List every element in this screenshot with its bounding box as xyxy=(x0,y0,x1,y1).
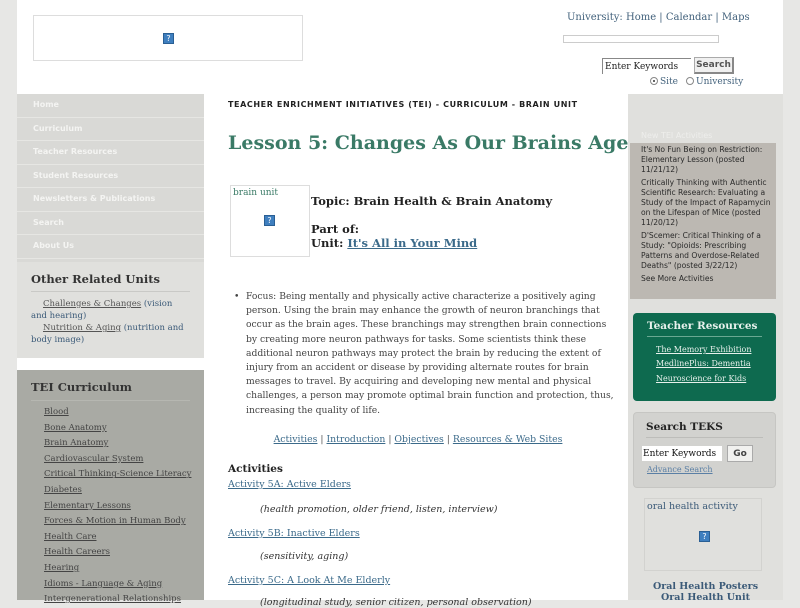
nav-item-curriculum[interactable]: Curriculum xyxy=(17,118,204,142)
related-unit-link[interactable]: Challenges & Changes xyxy=(43,299,142,309)
university-home-link[interactable]: Home xyxy=(625,12,657,23)
curriculum-link-blood[interactable]: Blood xyxy=(44,407,69,417)
related-units-title: Other Related Units xyxy=(31,272,190,292)
university-calendar-link[interactable]: Calendar xyxy=(665,12,713,23)
related-unit-item: Nutrition & Aging (nutrition and body image) xyxy=(31,323,184,345)
site-logo[interactable] xyxy=(33,15,303,61)
site-search-input[interactable] xyxy=(602,58,691,74)
part-of-unit: Part of: Unit: It's All in Your Mind xyxy=(311,222,478,250)
scope-university-radio[interactable]: University xyxy=(686,77,743,87)
curriculum-link-health-careers[interactable]: Health Careers xyxy=(44,547,110,558)
tei-curriculum-title: TEI Curriculum xyxy=(31,380,190,401)
broken-image-icon: ? xyxy=(264,215,275,226)
search-scope xyxy=(650,77,743,87)
page-title: Lesson 5: Changes As Our Brains Age xyxy=(228,132,629,154)
oral-health-image[interactable] xyxy=(644,498,762,571)
nav-item-newsletters[interactable]: Newsletters & Publications xyxy=(17,188,204,212)
main-content xyxy=(212,94,629,608)
tei-activity-link[interactable]: D'Scemer: Critical Thinking of a Study: "Opioids: Prescribing Patterns and Overdose-Related Deaths" (posted 3/22/12) xyxy=(641,231,761,270)
topic-heading: Topic: Brain Health & Brain Anatomy xyxy=(311,194,553,208)
subnav-objectives[interactable]: Objectives xyxy=(394,434,444,445)
activity-item xyxy=(228,479,351,490)
broken-image-icon: ? xyxy=(163,33,174,44)
curriculum-link-elementary[interactable]: Elementary Lessons xyxy=(44,500,131,511)
related-unit-item: Challenges & Changes (vision and hearing) xyxy=(31,299,173,321)
university-label: University: xyxy=(567,12,623,23)
nav-item-about-us[interactable]: About Us xyxy=(17,235,204,259)
tei-activity-link[interactable]: It's No Fun Being on Restriction: Elementary Lesson (posted 11/21/12) xyxy=(641,145,763,174)
nav-item-search[interactable]: Search xyxy=(17,212,204,236)
nav-item-home[interactable]: Home xyxy=(17,94,204,118)
tei-curriculum xyxy=(17,370,204,605)
curriculum-link-hearing[interactable]: Hearing xyxy=(44,562,80,573)
curriculum-link-idioms[interactable]: Idioms - Language & Aging xyxy=(44,578,163,589)
curriculum-link-diabetes[interactable]: Diabetes xyxy=(44,484,82,495)
curriculum-link-critical-thinking[interactable]: Critical Thinking-Science Literacy xyxy=(44,469,192,480)
tei-activity-link[interactable]: Critically Thinking with Authentic Scientific Research: Evaluating a Study of the Impact of Rapamycin on the Lifespan of Mice (posted 11/20/12) xyxy=(641,178,771,227)
teacher-resources-title: Teacher Resources xyxy=(647,320,762,337)
broken-image-icon: ? xyxy=(699,531,710,542)
image-alt-text: oral health activity xyxy=(647,501,738,512)
activity-5c-link[interactable]: Activity 5C: A Look At Me Elderly xyxy=(228,575,391,586)
radio-selected-icon xyxy=(650,77,658,85)
new-tei-activities xyxy=(630,128,776,299)
curriculum-link-health-care[interactable]: Health Care xyxy=(44,531,97,542)
resource-medlineplus[interactable]: MedlinePlus: Dementia xyxy=(656,359,751,369)
oral-health-posters-link[interactable]: Oral Health Posters xyxy=(652,581,759,592)
university-links: University: Home | Calendar | Maps xyxy=(567,12,750,23)
nav-item-teacher-resources[interactable]: Teacher Resources xyxy=(17,141,204,165)
activity-item xyxy=(228,575,390,586)
activities-heading: Activities xyxy=(228,463,283,475)
radio-unselected-icon xyxy=(686,77,694,85)
curriculum-link-brain-anatomy[interactable]: Brain Anatomy xyxy=(44,438,109,449)
resource-memory-exhibition[interactable]: The Memory Exhibition xyxy=(656,345,752,354)
oral-health-unit-link[interactable]: Oral Health Unit xyxy=(661,592,750,603)
header-bar xyxy=(563,35,719,43)
curriculum-link-cardiovascular[interactable]: Cardiovascular System xyxy=(44,453,144,464)
site-search-button[interactable]: Search xyxy=(694,57,734,74)
curriculum-link-forces-motion[interactable]: Forces & Motion in Human Body xyxy=(44,516,186,527)
oral-health-links xyxy=(628,581,783,603)
search-teks-title: Search TEKS xyxy=(646,421,763,438)
search-teks-box xyxy=(633,412,776,488)
activity-description: (longitudinal study, senior citizen, personal observation) xyxy=(260,597,532,608)
left-navigation xyxy=(17,94,204,271)
advance-search-link[interactable]: Advance Search xyxy=(647,465,713,474)
lesson-subnav: Activities | Introduction | Objectives | Resources & Web Sites xyxy=(273,434,563,445)
nav-item-student-resources[interactable]: Student Resources xyxy=(17,165,204,189)
resource-neuroscience-kids[interactable]: Neuroscience for Kids xyxy=(656,373,747,383)
see-more-activities-link[interactable]: See More Activities xyxy=(641,274,714,283)
subnav-resources[interactable]: Resources & Web Sites xyxy=(452,434,563,445)
related-unit-link[interactable]: Nutrition & Aging xyxy=(43,323,122,333)
curriculum-link-bone-anatomy[interactable]: Bone Anatomy xyxy=(44,422,107,433)
activity-5b-link[interactable]: Activity 5B: Inactive Elders xyxy=(228,528,360,539)
subnav-activities[interactable]: Activities xyxy=(273,434,318,445)
brain-unit-image[interactable] xyxy=(230,185,310,257)
other-related-units xyxy=(17,262,204,358)
scope-site-radio[interactable]: Site xyxy=(650,77,678,87)
teks-go-button[interactable]: Go xyxy=(727,445,753,462)
bullet-icon: • xyxy=(234,291,240,302)
breadcrumb: TEACHER ENRICHMENT INITIATIVES (TEI) - CURRICULUM - BRAIN UNIT xyxy=(228,100,578,109)
activity-description: (sensitivity, aging) xyxy=(260,551,349,562)
image-alt-text: brain unit xyxy=(233,188,279,198)
activity-item xyxy=(228,528,360,539)
teacher-resources-box xyxy=(633,313,776,401)
teks-search-input[interactable] xyxy=(642,446,722,461)
university-maps-link[interactable]: Maps xyxy=(721,12,750,23)
curriculum-link-intergenerational[interactable]: Intergenerational Relationships xyxy=(44,594,181,605)
focus-paragraph: • Focus: Being mentally and physically active characterize a positively aging person. Using the brain may enhance the growth of neuron branchings that occur as the brain ages. These branchings may strengthen brain connections by creating more neuron pathways for tasks. Some scientists think these additional neuron pathways may protect the brain by reducing the extent of injury from an accident or disease by providing alternate routes for brain messages to travel. By acquiring and developing new mental and physical challenges, a person may promote optimal brain function and protection, thus, increasing the quality of life. xyxy=(234,291,614,416)
unit-link[interactable]: It's All in Your Mind xyxy=(347,236,478,250)
curriculum-list xyxy=(31,405,190,608)
activity-description: (health promotion, older friend, listen, interview) xyxy=(260,504,498,515)
new-tei-title: New TEI Activities xyxy=(641,131,713,140)
subnav-introduction[interactable]: Introduction xyxy=(326,434,386,445)
activity-5a-link[interactable]: Activity 5A: Active Elders xyxy=(228,479,351,490)
